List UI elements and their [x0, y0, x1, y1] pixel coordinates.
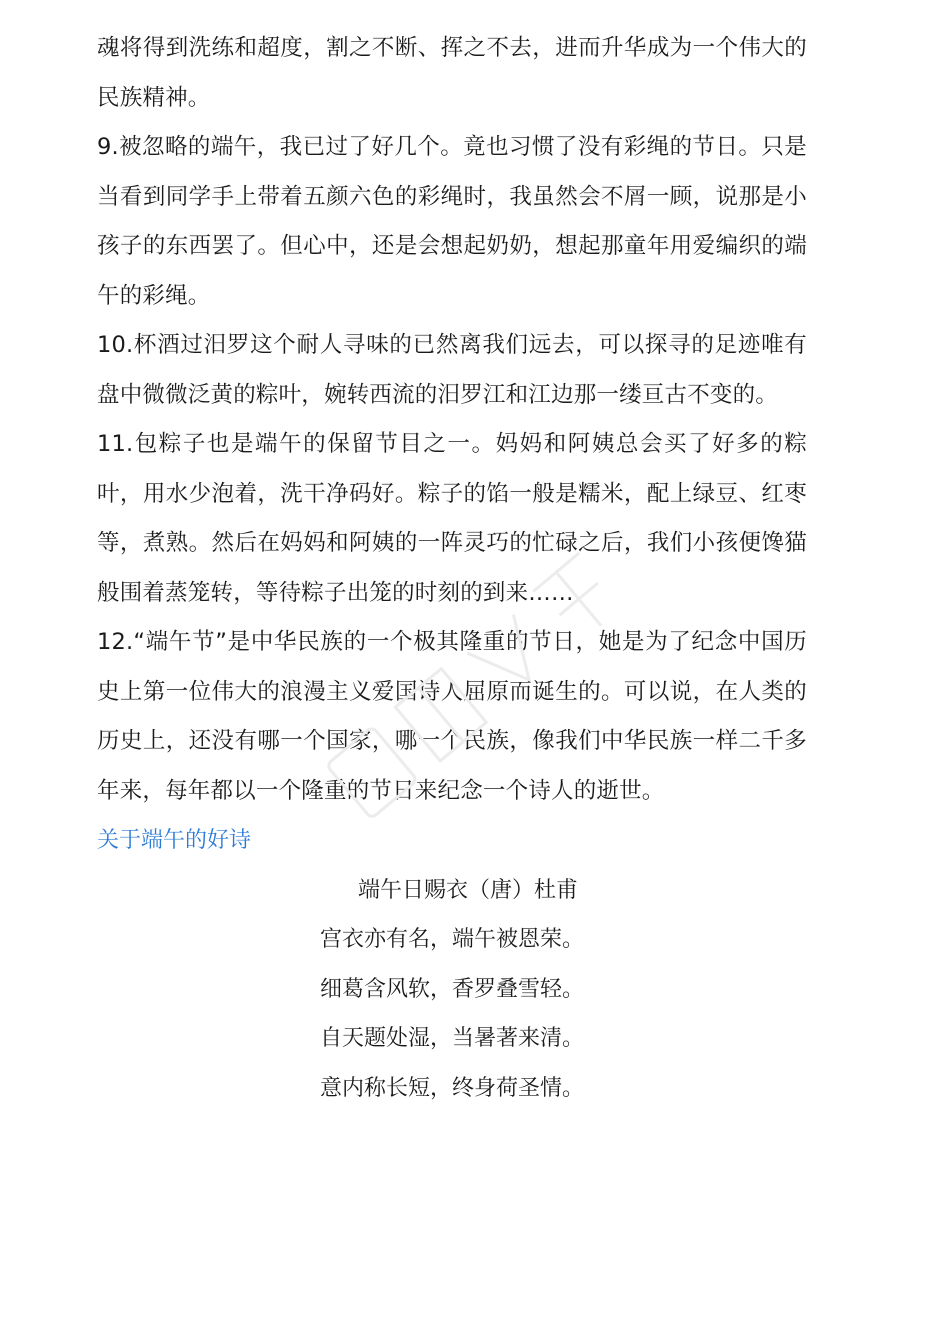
poem-line: 细葛含风软，香罗叠雪轻。 [319, 976, 584, 1002]
poem [97, 866, 807, 1114]
document-body [97, 24, 807, 1113]
paragraph-9: 9.被忽略的端午，我已过了好几个。竟也习惯了没有彩绳的节日。只是当看到同学手上带着五颜六色的彩绳时，我虽然会不屑一顾，说那是小孩子的东西罢了。但心中，还是会想起奶奶，想起那童年用爱编织的端午的彩绳。 [97, 134, 807, 309]
poem-line: 宫衣亦有名，端午被恩荣。 [319, 927, 584, 952]
section-heading: 关于端午的好诗 [97, 828, 252, 853]
poem-title: 端午日赐衣（唐）杜甫 [357, 877, 578, 903]
paragraph-8-ending: 魂将得到洗练和超度，割之不断、挥之不去，进而升华成为一个伟大的民族精神。 [97, 35, 807, 111]
poem-line: 意内称长短，终身荷圣情。 [319, 1075, 584, 1101]
paragraph-10: 10.杯酒过汨罗这个耐人寻味的已然离我们远去，可以探寻的足迹唯有盘中微微泛黄的粽叶，婉转西流的汨罗江和江边那一缕亘古不变的。 [97, 332, 807, 408]
paragraph-12: 12.“端午节”是中华民族的一个极其隆重的节日，她是为了纪念中国历史上第一位伟大的浪漫主义爱国诗人屈原而诞生的。可以说，在人类的历史上，还没有哪一个国家，哪一个民族，像我们中华民族一样二千多年来，每年都以一个隆重的节日来纪念一个诗人的逝世。 [97, 629, 807, 804]
poem-line: 自天题处湿，当暑著来清。 [319, 1026, 584, 1051]
paragraph-11: 11.包粽子也是端午的保留节目之一。妈妈和阿姨总会买了好多的粽叶，用水少泡着，洗干净码好。粽子的馅一般是糯米，配上绿豆、红枣等，煮熟。然后在妈妈和阿姨的一阵灵巧的忙碌之后，我们小孩便馋猫般围着蒸笼转，等待粽子出笼的时刻的到来…… [97, 431, 807, 606]
